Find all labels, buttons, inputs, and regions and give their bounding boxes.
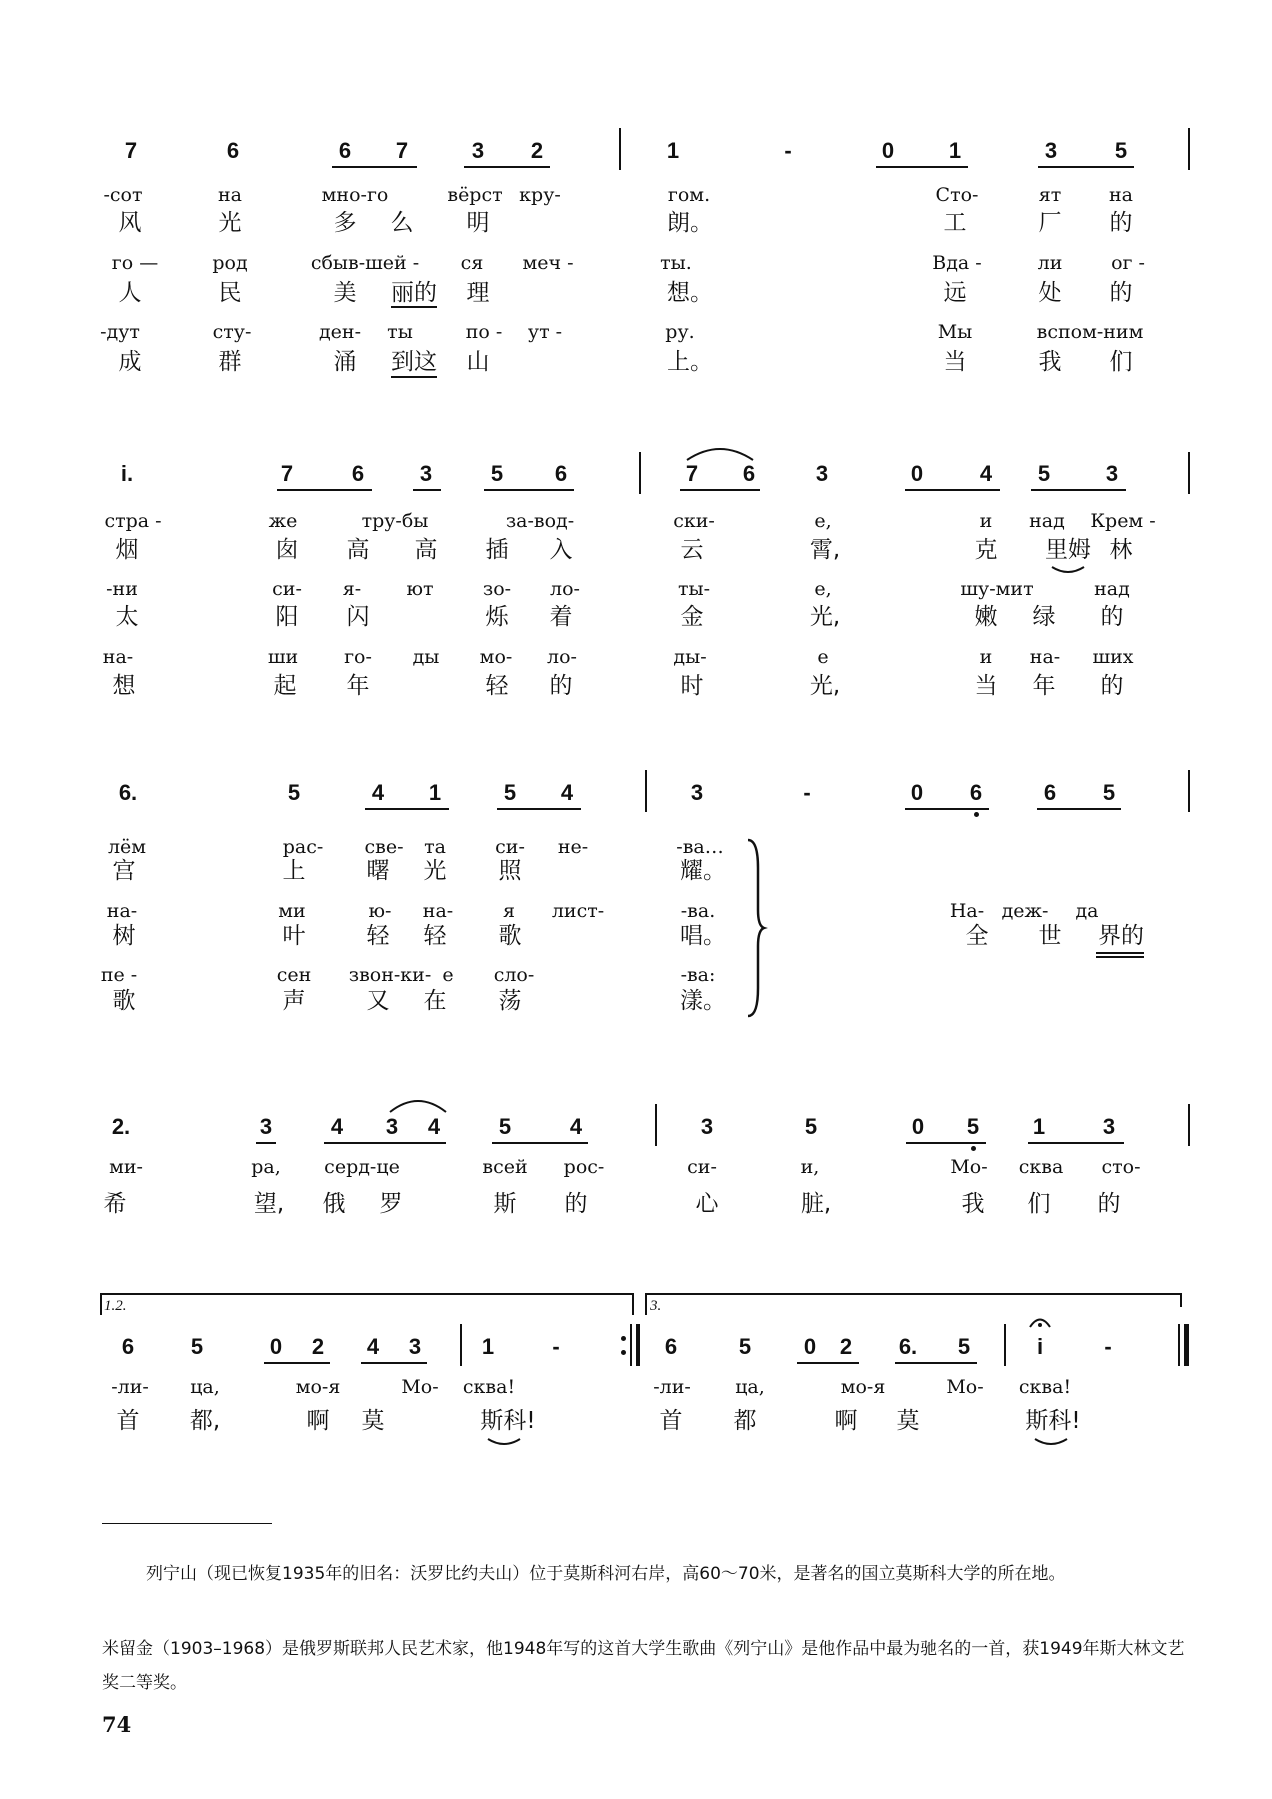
note: 4 (366, 1334, 380, 1359)
lyric: 涌 (333, 349, 357, 375)
lyric: -ли- (111, 1376, 149, 1398)
lyric: Мы (937, 321, 973, 343)
lyric: ды (412, 646, 440, 668)
lyric: 想。 (667, 280, 713, 306)
note: 5 (503, 780, 517, 805)
lyric: та (424, 836, 446, 858)
lyric: 们 (1109, 349, 1133, 375)
lyric: ю- (368, 900, 392, 922)
lyric: 的 (1097, 1191, 1121, 1217)
footnote-rule (102, 1523, 272, 1524)
lyric: ят (1038, 184, 1062, 206)
lyric: ды- (673, 646, 707, 668)
lyric: 工 (943, 210, 967, 236)
lyric: 人 (118, 280, 142, 306)
note: 4 (371, 780, 385, 805)
lyric: всей (482, 1156, 528, 1178)
note: - (1104, 1334, 1112, 1359)
note: 1 (481, 1334, 495, 1359)
lyric: 光 (218, 210, 242, 236)
lyric: 上 (282, 858, 306, 884)
page-number: 74 (102, 1712, 132, 1737)
note: 3 (1105, 461, 1119, 486)
lyric: меч - (522, 252, 574, 274)
lyric: 莫 (361, 1408, 385, 1434)
lyric: да (1075, 900, 1099, 922)
lyric: 树 (112, 923, 136, 949)
note: 5 (1114, 138, 1128, 163)
lyric: 啊 (834, 1408, 858, 1434)
note: - (552, 1334, 560, 1359)
lyric: гом. (667, 184, 711, 206)
lyric: 年 (1032, 673, 1056, 699)
lyric: е, (814, 510, 832, 532)
lyric: мо-я (295, 1376, 341, 1398)
lyric: ми (278, 900, 306, 922)
lyric: ты. (660, 252, 692, 274)
lyric: 在 (423, 988, 447, 1014)
lyric: рос- (563, 1156, 605, 1178)
lyric: 太 (115, 604, 139, 630)
lyric: си- (495, 836, 525, 858)
note: 6 (969, 780, 983, 805)
lyric: 当 (943, 349, 967, 375)
lyric: Вда - (932, 252, 982, 274)
note: 5 (287, 780, 301, 805)
lyric: 囱 (275, 537, 299, 563)
lyric: и, (800, 1156, 820, 1178)
lyric: 宫 (112, 858, 136, 884)
note: 6 (338, 138, 352, 163)
note: 0 (803, 1334, 817, 1359)
note: 1 (1032, 1114, 1046, 1139)
lyric: лист- (551, 900, 605, 922)
lyric: стра - (104, 510, 162, 532)
note: 2 (530, 138, 544, 163)
lyric: лём (107, 836, 147, 858)
lyric: 的 (1100, 604, 1124, 630)
note: 5 (804, 1114, 818, 1139)
lyric: 轻 (423, 923, 447, 949)
note: 5 (738, 1334, 752, 1359)
lyric: 云 (680, 537, 704, 563)
note: 5 (966, 1114, 980, 1139)
lyric: 烟 (115, 537, 139, 563)
note: 0 (910, 461, 924, 486)
lyric: сбыв-шей - (310, 252, 420, 274)
note: 5 (490, 461, 504, 486)
lyric: ца, (735, 1376, 765, 1398)
lyric: 叶 (282, 923, 306, 949)
note: 4 (560, 780, 574, 805)
lyric: шу-мит (960, 578, 1034, 600)
note: 6 (664, 1334, 678, 1359)
lyric: -ни (106, 578, 138, 600)
lyric: 唱。 (680, 923, 726, 949)
lyric: ру. (665, 321, 695, 343)
note: 3 (419, 461, 433, 486)
lyric: 美 (333, 280, 357, 306)
lyric: 克 (974, 537, 998, 563)
lyric: 又 (366, 988, 390, 1014)
lyric: на (1109, 184, 1133, 206)
lyric: деж- (1001, 900, 1049, 922)
footnote: 米留金（1903–1968）是俄罗斯联邦人民艺术家，他1948年写的这首大学生歌曲《列宁山》是他作品中最为驰名的一首，获1949年斯大林文艺奖二等奖。 (102, 1639, 1185, 1693)
lyric: 明 (466, 210, 490, 236)
lyric: 全 (965, 923, 989, 949)
lyric: сква! (1018, 1376, 1072, 1398)
lyric: 里姆 (1045, 537, 1091, 563)
lyric: ца, (190, 1376, 220, 1398)
lyric: 阳 (275, 604, 299, 630)
lyric: ши (267, 646, 299, 668)
lyric: 风 (118, 210, 142, 236)
note: 3 (385, 1114, 399, 1139)
note: 3 (815, 461, 829, 486)
note: 6 (351, 461, 365, 486)
lyric: сква! (462, 1376, 516, 1398)
note: 3 (471, 138, 485, 163)
lyric: ог - (1111, 252, 1145, 274)
footnote: 列宁山（现已恢复1935年的旧名：沃罗比约夫山）位于莫斯科河右岸，高60〜70米，是著名的国立莫斯科大学的所在地。 (146, 1564, 1066, 1584)
lyric: 闪 (346, 604, 370, 630)
lyric: си- (272, 578, 302, 600)
lyric: 着 (549, 604, 573, 630)
note: 5 (1037, 461, 1051, 486)
lyric: ся (460, 252, 484, 274)
note: 0 (269, 1334, 283, 1359)
lyric: 处 (1038, 280, 1062, 306)
lyric: 光 (423, 858, 447, 884)
lyric: 轻 (366, 923, 390, 949)
lyric: 的 (1100, 673, 1124, 699)
lyric: 金 (680, 604, 704, 630)
lyric: -ва… (676, 836, 724, 858)
lyric: 首 (659, 1408, 683, 1434)
note: 5 (190, 1334, 204, 1359)
note: 0 (910, 780, 924, 805)
lyric: серд-це (324, 1156, 400, 1178)
lyric: 起 (273, 673, 297, 699)
lyric: 耀。 (680, 858, 726, 884)
lyric: тру-бы (361, 510, 429, 532)
lyric: на (218, 184, 242, 206)
lyric: 俄 (322, 1191, 346, 1217)
lyric: 都 (733, 1408, 757, 1434)
note: 3 (1102, 1114, 1116, 1139)
lyric: Мо- (401, 1376, 439, 1398)
lyric: 曙 (366, 858, 390, 884)
lyric: 们 (1027, 1191, 1051, 1217)
lyric: 希 (103, 1191, 127, 1217)
lyric: го- (344, 646, 372, 668)
lyric: 多 (333, 210, 357, 236)
note: 2 (311, 1334, 325, 1359)
lyric: 光, (809, 673, 841, 699)
lyric: 上。 (667, 349, 713, 375)
lyric: ло- (550, 578, 580, 600)
lyric: на- (102, 646, 134, 668)
note: 3 (700, 1114, 714, 1139)
lyric: 理 (466, 280, 490, 306)
lyric: за-вод- (505, 510, 575, 532)
note: 4 (979, 461, 993, 486)
lyric: 心 (695, 1191, 719, 1217)
lyric: Крем - (1090, 510, 1156, 532)
lyric: 声 (282, 988, 306, 1014)
note: 4 (569, 1114, 583, 1139)
lyric: 插 (485, 537, 509, 563)
lyric: ски- (673, 510, 715, 532)
lyric: 的 (549, 673, 573, 699)
lyric: 想 (112, 673, 136, 699)
lyric: и (979, 646, 993, 668)
lyric: 斯科! (480, 1408, 536, 1434)
lyric: 山 (466, 349, 490, 375)
note: 7 (280, 461, 294, 486)
note: 6. (898, 1334, 918, 1359)
lyric: 望, (253, 1191, 285, 1217)
note: 7 (124, 138, 138, 163)
lyric: вспом-ним (1036, 321, 1144, 343)
lyric: све- (364, 836, 404, 858)
lyric: -ли- (653, 1376, 691, 1398)
lyric: я (503, 900, 515, 922)
note: 7 (395, 138, 409, 163)
note: 3 (690, 780, 704, 805)
lyric: 的 (564, 1191, 588, 1217)
note: i (1036, 1334, 1044, 1359)
lyric: 么 (390, 210, 414, 236)
lyric: ших (1092, 646, 1134, 668)
note: - (803, 780, 811, 805)
lyric: -сот (103, 184, 143, 206)
volta-label-1: 1.2. (104, 1298, 127, 1314)
lyric: 我 (961, 1191, 985, 1217)
lyric: рас- (282, 836, 324, 858)
lyric: Сто- (935, 184, 979, 206)
lyric: над (1029, 510, 1065, 532)
lyric: ты (387, 321, 413, 343)
lyric: кру- (519, 184, 561, 206)
lyric: 远 (943, 280, 967, 306)
lyric: -ва. (680, 900, 716, 922)
lyric: над (1094, 578, 1130, 600)
note: 6 (121, 1334, 135, 1359)
lyric: 朗。 (667, 210, 713, 236)
lyric: 的 (1109, 210, 1133, 236)
note: 1 (666, 138, 680, 163)
lyric: го — (111, 252, 159, 274)
lyric: ми- (109, 1156, 143, 1178)
note: 3 (1044, 138, 1058, 163)
lyric: 高 (414, 537, 438, 563)
lyric: 厂 (1038, 210, 1062, 236)
lyric: 脏, (800, 1191, 832, 1217)
lyric: 嫩 (974, 604, 998, 630)
lyric: Мо- (950, 1156, 988, 1178)
repeat-dots (621, 1330, 627, 1360)
lyric: 啊 (306, 1408, 330, 1434)
lyric: 烁 (485, 604, 509, 630)
note: i. (120, 461, 134, 486)
lyric: и (979, 510, 993, 532)
lyric: 霄, (809, 537, 841, 563)
note: 4 (427, 1114, 441, 1139)
lyric: 界的 (1098, 923, 1144, 949)
lyric: ло- (547, 646, 577, 668)
lyric: ра, (251, 1156, 281, 1178)
note: 3 (259, 1114, 273, 1139)
lyric: 成 (118, 349, 142, 375)
lyric: 绿 (1032, 604, 1056, 630)
note: 6 (742, 461, 756, 486)
lyric: 高 (346, 537, 370, 563)
note: 5 (957, 1334, 971, 1359)
lyric: род (212, 252, 248, 274)
lyric: ют (406, 578, 434, 600)
lyric: ли (1037, 252, 1063, 274)
lyric: 都, (189, 1408, 221, 1434)
note: 6 (226, 138, 240, 163)
note: 6 (1043, 780, 1057, 805)
lyric: 光, (809, 604, 841, 630)
note: 5 (1102, 780, 1116, 805)
lyric: по - (465, 321, 503, 343)
note: - (784, 138, 792, 163)
lyric: на- (1029, 646, 1061, 668)
lyric: на- (422, 900, 454, 922)
lyric: 荡 (498, 988, 522, 1014)
note: 0 (881, 138, 895, 163)
lyric: 斯科! (1025, 1408, 1081, 1434)
lyric: сква (1018, 1156, 1064, 1178)
lyric: си- (687, 1156, 717, 1178)
lyric: -дут (100, 321, 140, 343)
note: 2 (839, 1334, 853, 1359)
lyric: сту- (212, 321, 252, 343)
lyric: пе - (100, 964, 138, 986)
lyric: 入 (549, 537, 573, 563)
lyric: 群 (218, 349, 242, 375)
lyric: На- (949, 900, 985, 922)
lyric: е, (814, 578, 832, 600)
lyric: ут - (527, 321, 563, 343)
lyric: ты- (677, 578, 711, 600)
lyric: 我 (1038, 349, 1062, 375)
lyric: 斯 (493, 1191, 517, 1217)
lyric: -ва: (680, 964, 716, 986)
lyric: е (442, 964, 454, 986)
note: 2. (111, 1114, 131, 1139)
lyric: я- (342, 578, 362, 600)
lyric: 民 (218, 280, 242, 306)
lyric: 当 (974, 673, 998, 699)
note: 6. (118, 780, 138, 805)
lyric: 歌 (112, 988, 136, 1014)
lyric: 年 (346, 673, 370, 699)
lyric: сто- (1101, 1156, 1141, 1178)
lyric: мо- (479, 646, 513, 668)
lyric: сен (276, 964, 312, 986)
lyric: 轻 (485, 673, 509, 699)
note: 7 (685, 461, 699, 486)
lyric: 时 (680, 673, 704, 699)
lyric: на- (106, 900, 138, 922)
note: 0 (911, 1114, 925, 1139)
lyric: 莫 (896, 1408, 920, 1434)
lyric: 歌 (498, 923, 522, 949)
lyric: 世 (1038, 923, 1062, 949)
lyric: 漾。 (680, 988, 726, 1014)
lyric: Мо- (946, 1376, 984, 1398)
note: 1 (428, 780, 442, 805)
volta-label-2: 3. (650, 1298, 662, 1314)
lyric: зо- (482, 578, 512, 600)
lyric: 丽的 (391, 280, 437, 306)
lyric: ден- (318, 321, 362, 343)
note: 5 (498, 1114, 512, 1139)
lyric: 罗 (379, 1191, 403, 1217)
lyric: вёрст (447, 184, 503, 206)
lyric: е (817, 646, 829, 668)
lyric: мно-го (321, 184, 389, 206)
lyric: мо-я (840, 1376, 886, 1398)
lyric: 照 (498, 858, 522, 884)
note: 3 (408, 1334, 422, 1359)
lyric: 首 (116, 1408, 140, 1434)
lyric: 到这 (391, 349, 437, 375)
note: 4 (330, 1114, 344, 1139)
lyric: не- (557, 836, 589, 858)
lyric: сло- (493, 964, 535, 986)
note: 6 (554, 461, 568, 486)
lyric: 的 (1109, 280, 1133, 306)
lyric: 林 (1109, 537, 1133, 563)
note: 1 (948, 138, 962, 163)
lyric: же (268, 510, 298, 532)
lyric: звон-ки- (348, 964, 432, 986)
